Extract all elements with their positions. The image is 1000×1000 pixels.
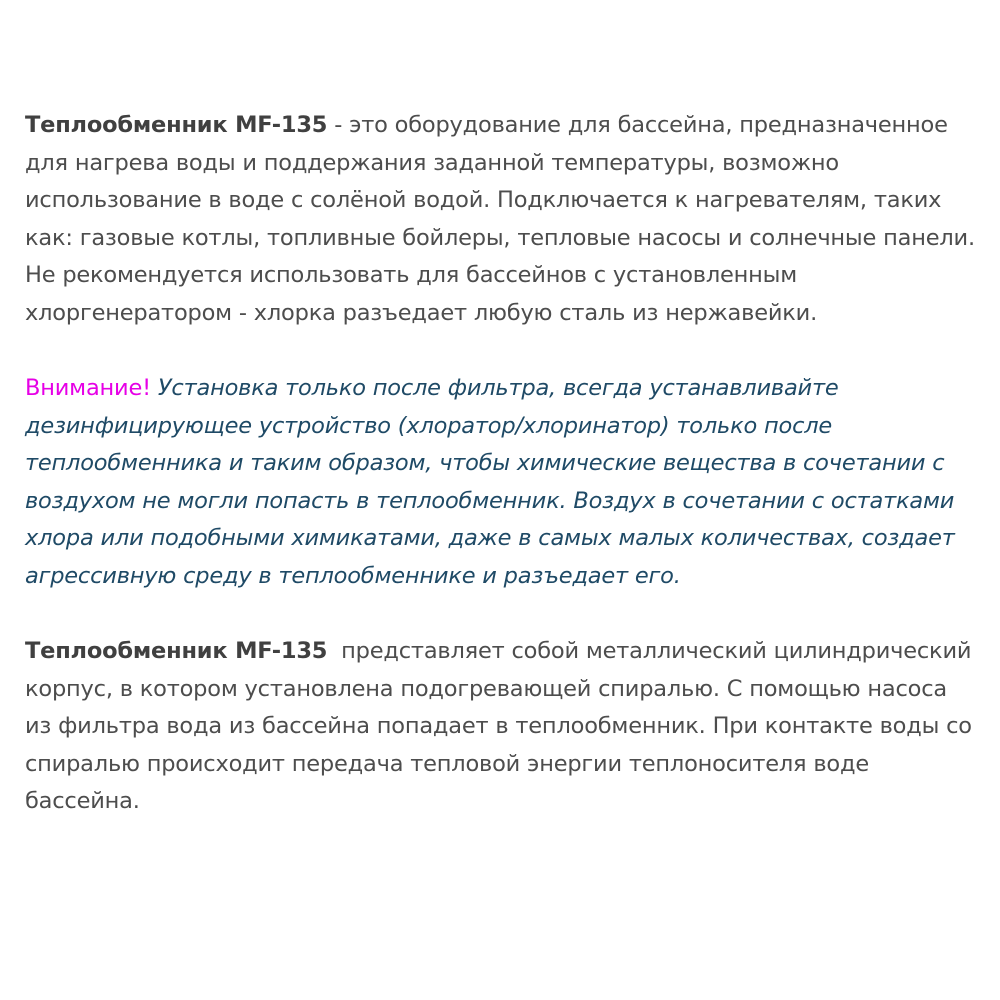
construction-text: представляет собой металлический цилиндрический корпус, в котором установлена подогревающей спиралью. С помощью насоса из фильтра вода из бассейна попадает в теплообменник. При контакте воды со спиралью происходит передача тепловой энергии теплоносителя воде бассейна. (25, 638, 979, 814)
paragraph-description (25, 107, 980, 332)
attention-label: Внимание! (25, 375, 151, 401)
warning-text: Установка только после фильтра, всегда устанавливайте дезинфицирующее устройство (хлоратор/хлоринатор) только после теплообменника и таким образом, чтобы химические вещества в сочетании с воздухом не могли попасть в теплообменник. Воздух в сочетании с остатками хлора или подобными химикатами, даже в самых малых количествах, создает агрессивную среду в теплообменнике и разъедает его. (25, 375, 955, 589)
paragraph-warning (25, 370, 980, 595)
product-name: Теплообменник MF-135 (25, 112, 328, 138)
description-text: - это оборудование для бассейна, предназначенное для нагрева воды и поддержания заданной температуры, возможно использование в воде с солёной водой. Подключается к нагревателям, таких как: газовые котлы, топливные бойлеры, тепловые насосы и солнечные панели. Не рекомендуется использовать для бассейнов с установленным хлоргенератором - хлорка разъедает любую сталь из нержавейки. (25, 112, 975, 326)
paragraph-construction (25, 633, 980, 821)
document-body (25, 107, 980, 859)
product-name: Теплообменник MF-135 (25, 638, 328, 664)
